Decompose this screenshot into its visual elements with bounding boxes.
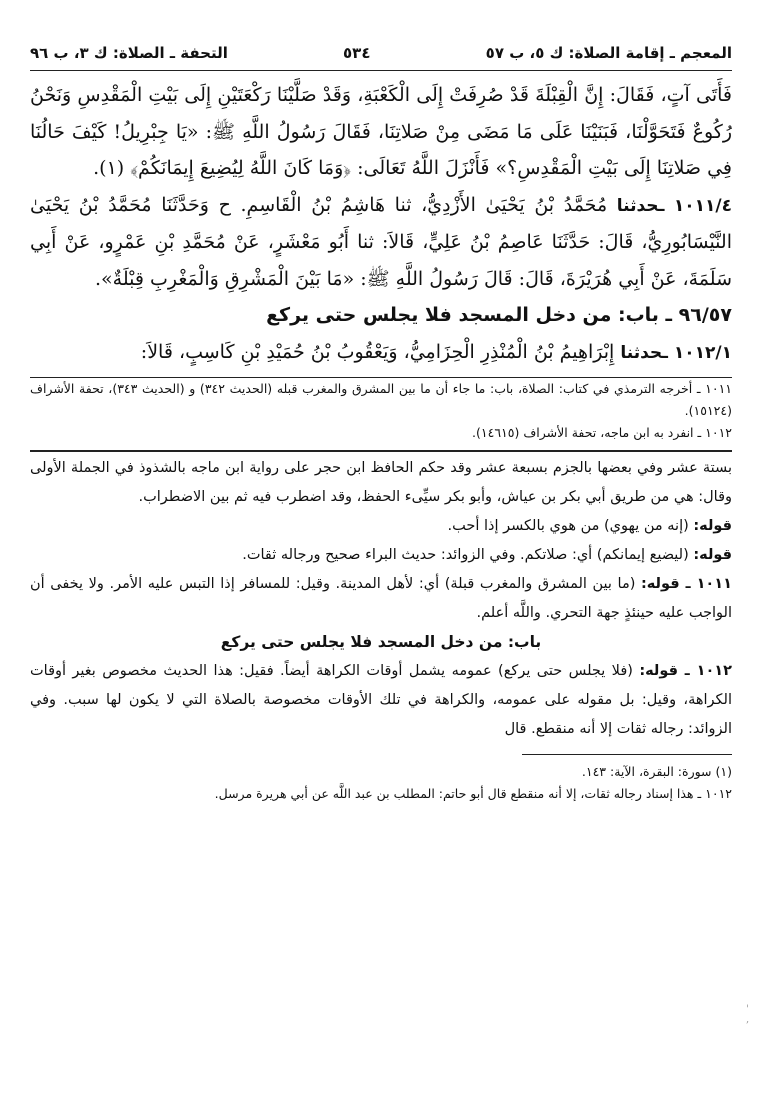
scan-mark: ' , <box>746 1004 750 1025</box>
hadith-text <box>30 77 732 371</box>
commentary-chapter-heading: باب: من دخل المسجد فلا يجلس حتى يركع <box>220 633 542 651</box>
footnotes <box>30 761 732 805</box>
commentary-para-4 <box>30 570 732 628</box>
qawluhu-label: قوله: <box>693 547 732 563</box>
commentary-para-1: بستة عشر وفي بعضها بالجزم بسبعة عشر وقد حكم الحافظ ابن حجر على رواية ابن ماجه بالشذوذ في الجملة الأولى وقال: هي من طريق أبي بكر بن عياش، وأبو بكر سيِّىء الحفظ، وقد اضطرب فيه ثم بين الاضطراب. <box>30 460 732 505</box>
header-left-title: التحفة ـ الصلاة: ك ٣، ب ٩٦ <box>30 44 228 62</box>
chapter-heading: ٩٦/٥٧ ـ باب: من دخل المسجد فلا يجلس حتى يركع <box>266 304 732 326</box>
qawluhu-label: ١٠١٢ ـ قوله: <box>639 663 732 679</box>
takhrij-notes <box>30 378 732 444</box>
hadith-1011-number: ١٠١١/٤ ـ <box>658 195 732 216</box>
hadith-1011 <box>30 187 732 298</box>
qawluhu-label: قوله: <box>693 518 732 534</box>
commentary-text: (ليضيع إيمانكم) أي: صلاتكم. وفي الزوائد: حديث البراء صحيح ورجاله ثقات. <box>242 547 694 563</box>
commentary-para-3 <box>30 541 732 570</box>
hadith-1011-body: مُحَمَّدُ بْنُ يَحْيَىٰ الأَزْدِيُّ، ثنا هَاشِمُ بْنُ الْقَاسِمِ. ح وَحَدَّثَنَا مُحَمَّدُ بْنُ يَحْيَىٰ النَّيْسَابُورِيُّ، قَالَ: حَدَّثَنَا عَاصِمُ بْنُ عَلِيٍّ، قَالاَ: ثنا أَبُو مَعْشَرٍ، عَنْ مُحَمَّدِ بْنِ عَمْرٍو، عَنْ أَبِي سَلَمَةَ، عَنْ أَبِي هُرَيْرَةَ، قَالَ: قَالَ رَسُولُ اللَّهِ ﷺ: «مَا بَيْنَ الْمَشْرِقِ وَالْمَغْرِبِ قِبْلَةٌ». <box>30 193 732 290</box>
hadith-continuation: فَأَتَى آتٍ، فَقَالَ: إِنَّ الْقِبْلَةَ قَدْ صُرِفَتْ إِلَى الْكَعْبَةِ، وَقَدْ صَلَّيْنَا رَكْعَتَيْنِ إِلَى بَيْتِ الْمَقْدِسِ وَنَحْنُ رُكُوعٌ فَتَحَوَّلْنَا، فَبَنَيْنَا عَلَى مَا مَضَى مِنْ صَلاتِنَا، فَقَالَ رَسُولُ اللَّهِ ﷺ: «يَا جِبْرِيلُ! كَيْفَ حَالُنَا فِي صَلاتِنَا إِلَى بَيْتِ الْمَقْدِسِ؟» فَأَنْزَلَ اللَّهُ تَعَالَى: ﴿وَمَا كَانَ اللَّهُ لِيُضِيعَ إِيمَانَكُمْ﴾ (١). <box>30 84 732 179</box>
commentary-text: (إنه من يهوي) من هوي بالكسر إذا أحب. <box>447 518 694 534</box>
qawluhu-label: ١٠١١ ـ قوله: <box>640 576 732 592</box>
hadith-1012-lead: حدثنا <box>620 342 663 363</box>
takhrij-1011: ١٠١١ ـ أخرجه الترمذي في كتاب: الصلاة، باب: ما جاء أن ما بين المشرق والمغرب قبله (الحديث ٣٤٢) و (الحديث ٣٤٣)، تحفة الأشراف (١٥١٢٤). <box>30 381 733 418</box>
hadith-1012-body: إِبْرَاهِيمُ بْنُ الْمُنْذِرِ الْحِزَامِيُّ، وَيَعْقُوبُ بْنُ حُمَيْدِ بْنِ كَاسِبٍ، قَالاَ: <box>140 340 621 363</box>
running-header <box>30 44 732 71</box>
footnote-1012: ١٠١٢ ـ هذا إسناد رجاله ثقات، إلا أنه منقطع قال أبو حاتم: المطلب بن عبد اللَّه عن أبي هريرة مرسل. <box>214 786 732 801</box>
commentary-text: (فلا يجلس حتى يركع) عمومه يشمل أوقات الكراهة أيضاً. فقيل: هذا الحديث مخصوص بغير أوقات الكراهة، وقيل: بل مقوله على عمومه، والكراهة في تلك الأوقات مخصوصة بالصلاة التي لا يكون لها سبب. وفي الزوائد: رجاله ثقات إلا أنه منقطع. قال <box>30 663 732 737</box>
commentary-para-5 <box>30 657 732 744</box>
hadith-1012-number: ١٠١٢/١ ـ <box>662 342 732 363</box>
hadith-1011-lead: حدثنا <box>616 195 659 216</box>
divider-commentary <box>30 450 732 452</box>
header-right-title: المعجم ـ إقامة الصلاة: ك ٥، ب ٥٧ <box>485 44 732 62</box>
hadith-1012 <box>30 334 732 372</box>
footnote-1: (١) سورة: البقرة، الآية: ١٤٣. <box>581 764 732 779</box>
commentary <box>30 454 732 744</box>
footnote-divider <box>522 754 732 755</box>
document-page <box>30 44 732 805</box>
commentary-para-2 <box>30 512 732 541</box>
page-number: ٥٣٤ <box>343 44 371 62</box>
takhrij-1012: ١٠١٢ ـ انفرد به ابن ماجه، تحفة الأشراف (١٤٦١٥). <box>472 425 732 440</box>
commentary-text: (ما بين المشرق والمغرب قبلة) أي: لأهل المدينة. وقيل: للمسافر إذا التبس عليه الأمر. ولا يخفى أن الواجب عليه حينئذٍ جهة التحري. واللَّه أعلم. <box>30 576 732 621</box>
